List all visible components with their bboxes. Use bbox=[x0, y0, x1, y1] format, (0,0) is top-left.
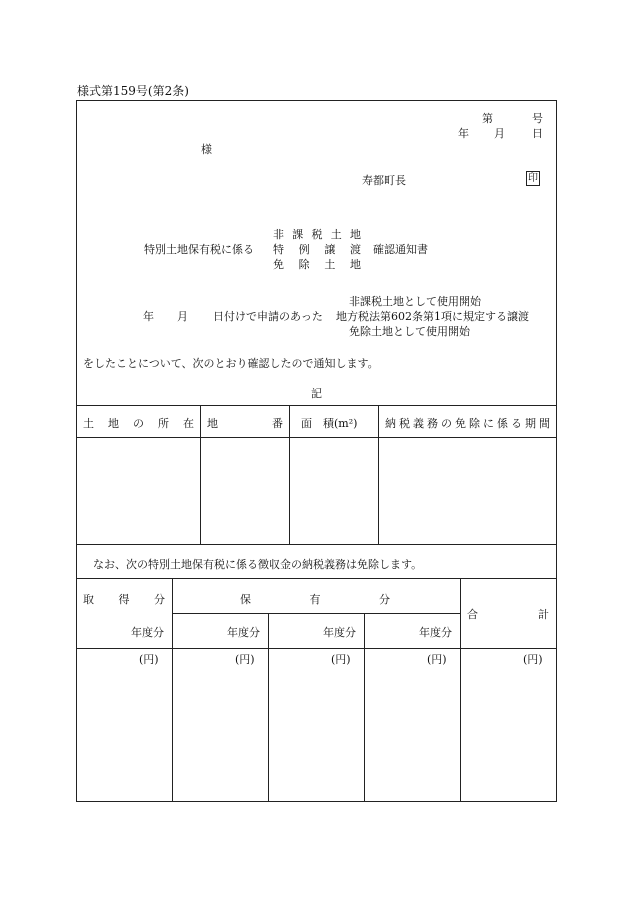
yen-unit-4: (円) bbox=[427, 653, 447, 666]
land-col-divider-2 bbox=[289, 405, 290, 545]
notice-text: をしたことについて、次のとおり確認したので通知します。 bbox=[83, 357, 379, 370]
title-option-3: 免 除 土 地 bbox=[273, 258, 361, 271]
application-year: 年 bbox=[143, 310, 154, 323]
application-option-2: 地方税法第602条第1項に規定する譲渡 bbox=[336, 310, 529, 323]
doc-number-prefix: 第 bbox=[482, 112, 493, 125]
acquire-fiscal-year: 年度分 bbox=[131, 626, 164, 639]
title-suffix: 確認通知書 bbox=[373, 243, 428, 256]
yen-unit-2: (円) bbox=[235, 653, 255, 666]
hold-fiscal-year-2: 年度分 bbox=[323, 626, 356, 639]
land-table-header-line bbox=[76, 437, 557, 438]
frame-top bbox=[76, 100, 557, 101]
frame-bottom bbox=[76, 801, 557, 802]
form-number: 様式第159号(第2条) bbox=[77, 84, 189, 98]
application-month: 月 bbox=[177, 310, 188, 323]
frame-left bbox=[76, 100, 77, 802]
tax-col-divider-2 bbox=[268, 613, 269, 802]
application-option-3: 免除土地として使用開始 bbox=[349, 325, 470, 338]
tax-table-hold-line bbox=[172, 613, 460, 614]
issuer-name: 寿都町長 bbox=[362, 174, 406, 187]
tax-col-divider-1 bbox=[172, 578, 173, 802]
col-period-header: 納 税 義 務 の 免 除 に 係 る 期 間 bbox=[385, 417, 550, 430]
title-option-2: 特 例 譲 渡 bbox=[273, 243, 361, 256]
date-year: 年 bbox=[458, 127, 469, 140]
total-header: 合 計 bbox=[467, 608, 549, 621]
yen-unit-3: (円) bbox=[331, 653, 351, 666]
tax-col-divider-4 bbox=[460, 578, 461, 802]
title-option-1: 非 課 税 土 地 bbox=[273, 228, 361, 241]
land-table-top bbox=[76, 405, 557, 406]
tax-col-divider-3 bbox=[364, 613, 365, 802]
yen-unit-1: (円) bbox=[139, 653, 159, 666]
land-table-bottom bbox=[76, 544, 557, 545]
ki-mark: 記 bbox=[311, 387, 322, 400]
seal-mark: 印 bbox=[528, 173, 538, 184]
tax-table-header-bottom bbox=[76, 648, 557, 649]
hold-header: 保 有 分 bbox=[240, 593, 390, 606]
yen-unit-5: (円) bbox=[523, 653, 543, 666]
date-month: 月 bbox=[494, 127, 505, 140]
land-col-divider-1 bbox=[200, 405, 201, 545]
land-col-divider-3 bbox=[378, 405, 379, 545]
application-option-1: 非課税土地として使用開始 bbox=[349, 295, 481, 308]
title-prefix: 特別土地保有税に係る bbox=[144, 243, 254, 256]
addressee-suffix: 様 bbox=[201, 143, 212, 156]
hold-fiscal-year-1: 年度分 bbox=[227, 626, 260, 639]
col-area-header: 面 積(m²) bbox=[301, 417, 358, 430]
acquire-header: 取 得 分 bbox=[83, 593, 165, 606]
col-lot-header: 地 番 bbox=[207, 417, 283, 430]
col-location-header: 土 地 の 所 在 bbox=[83, 417, 194, 430]
hold-fiscal-year-3: 年度分 bbox=[419, 626, 452, 639]
application-day-text: 日付けで申請のあった bbox=[213, 310, 323, 323]
doc-number-suffix: 号 bbox=[532, 112, 543, 125]
exemption-text: なお、次の特別土地保有税に係る徴収金の納税義務は免除します。 bbox=[93, 558, 423, 571]
date-day: 日 bbox=[532, 127, 543, 140]
tax-table-top bbox=[76, 578, 557, 579]
frame-right bbox=[556, 100, 557, 802]
